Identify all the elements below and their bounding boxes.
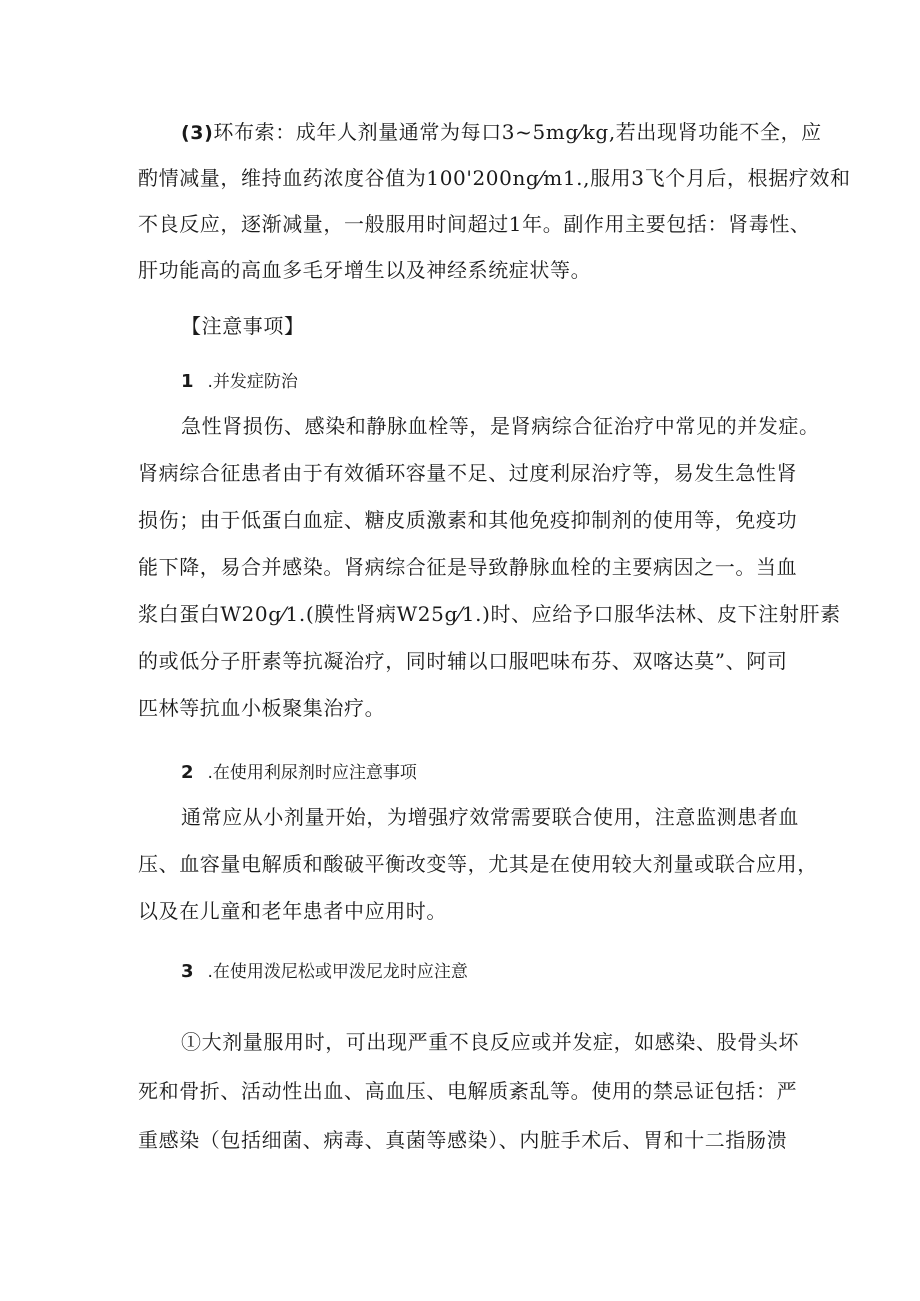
section1-title: .并发症防治: [207, 372, 298, 392]
section2-title: .在使用利尿剂时应注意事项: [207, 763, 417, 783]
notes-title: 【注意事项】: [181, 314, 305, 338]
para1-line-4: 肝功能高的高血多毛牙增生以及神经系统症状等。: [138, 258, 592, 282]
para1-line-3: 不良反应，逐渐减量，一般服用时间超过1年。副作用主要包括：肾毒性、: [138, 212, 811, 236]
para1-line-2: 酌情减量，维持血药浓度谷值为100'200ng⁄m1.,服用3飞个月后，根据疗效和: [138, 166, 851, 190]
section1-line-7: 匹林等抗血小板聚集治疗。: [138, 696, 386, 720]
para1-label: (3): [181, 122, 214, 144]
para1-text-1: 环布索：成年人剂量通常为每口3~5mg⁄kg,若出现肾功能不全，应: [213, 120, 822, 144]
section2-line-3: 以及在儿童和老年患者中应用时。: [138, 899, 447, 923]
section1-line-4: 能下降，易合并感染。肾病综合征是导致静脉血栓的主要病因之一。当血: [138, 555, 798, 579]
para1-line-1: [181, 118, 822, 147]
section1-number: 1: [181, 371, 194, 392]
section2-line-2: 压、血容量电解质和酸破平衡改变等，尤其是在使用较大剂量或联合应用，: [138, 852, 818, 876]
section1-line-3: 损伤；由于低蛋白血症、糖皮质激素和其他免疫抑制剂的使用等，免疫功: [138, 508, 798, 532]
section3-number: 3: [181, 961, 194, 982]
section3-title: .在使用泼尼松或甲泼尼龙时应注意: [207, 962, 468, 982]
section2-line-1: 通常应从小剂量开始，为增强疗效常需要联合使用，注意监测患者血: [181, 805, 799, 829]
section1-line-5: 浆白蛋白W20g⁄1.(膜性肾病W25g⁄1.)时、应给予口服华法林、皮下注射肝素: [138, 602, 841, 626]
section2-number: 2: [181, 762, 194, 783]
section1-line-6: 的或低分子肝素等抗凝治疗，同时辅以口服吧味布芬、双喀达莫”、阿司: [138, 649, 788, 673]
section1-line-1: 急性肾损伤、感染和静脉血栓等，是肾病综合征治疗中常见的并发症。: [181, 414, 820, 438]
section3-heading: [181, 959, 468, 985]
section2-heading: [181, 760, 417, 786]
section3-line-1: ①大剂量服用时，可出现严重不良反应或并发症，如感染、股骨头坏: [181, 1030, 799, 1054]
section3-line-2: 死和骨折、活动性出血、高血压、电解质紊乱等。使用的禁忌证包括：严: [138, 1079, 798, 1103]
section1-line-2: 肾病综合征患者由于有效循环容量不足、过度利尿治疗等，易发生急性肾: [138, 461, 798, 485]
section1-heading: [181, 369, 298, 395]
section3-line-3: 重感染（包括细菌、病毒、真菌等感染）、内脏手术后、胃和十二指肠溃: [138, 1128, 788, 1152]
